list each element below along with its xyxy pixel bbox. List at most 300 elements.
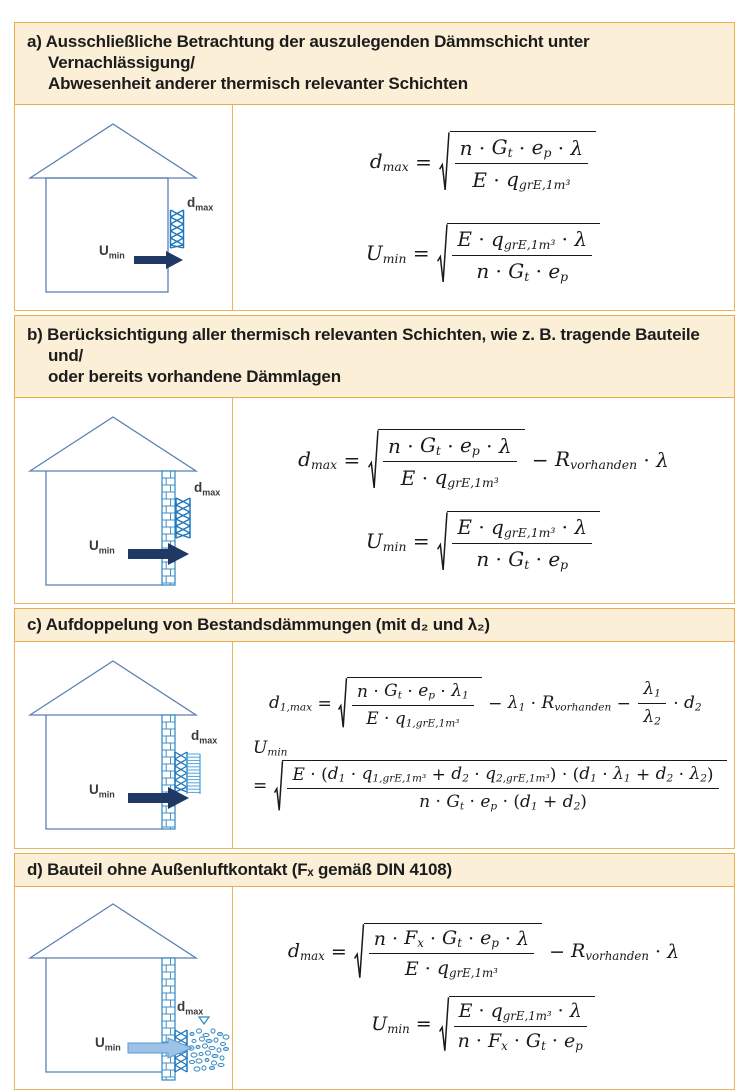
umin-label: $U_{min}$ (89, 538, 115, 556)
math-denominator (401, 462, 499, 490)
math-sqrt (439, 996, 595, 1053)
math-sqrt (439, 131, 596, 192)
math-sub: 2 (700, 772, 707, 785)
section-a-formulas (233, 105, 734, 310)
math-radicand (378, 429, 525, 490)
math-op: · (461, 927, 481, 950)
math-sub: max (382, 159, 409, 175)
math-var: d1 (579, 764, 597, 785)
math-denominator (476, 544, 568, 572)
section-a-body (14, 105, 735, 311)
header-line: d) Bauteil ohne Außenluftkontakt (Fₓ gemäß DIN 4108) (27, 860, 452, 879)
math-denominator (419, 789, 587, 813)
math-var: Umin (365, 528, 407, 554)
existing-insulation-icon (175, 752, 187, 792)
math-op: · (345, 764, 362, 785)
math-var: n (476, 547, 490, 572)
math-op: · (464, 792, 481, 813)
section-c (14, 608, 735, 849)
math-var: qgrE,1m³ (491, 226, 556, 252)
math-var: dmax (298, 447, 338, 473)
math-op: · (551, 135, 571, 160)
math-sub: 2 (654, 715, 661, 728)
header-line: b) Berücksichtigung aller thermisch relevanten Schichten, wie z. B. tragende Bauteile und/ (27, 325, 700, 365)
math-var: E (292, 764, 305, 785)
math-var: Gt (508, 546, 530, 572)
sqrt-radical-icon (354, 923, 364, 980)
section-a-diagram-cell (15, 105, 233, 310)
math-sub: grE,1m³ (503, 236, 556, 252)
math-var: λ1 (451, 681, 469, 703)
math-var: λ1 (507, 693, 526, 714)
math-var: λ (667, 940, 680, 963)
math-var: d2 (655, 764, 674, 785)
math-var: n (373, 927, 386, 950)
math-op: − (611, 693, 637, 714)
math-sub: min (382, 538, 407, 554)
formula-dmax (288, 923, 679, 980)
formula-d1max (243, 677, 728, 729)
math-numerator (638, 679, 665, 704)
math-numerator (383, 433, 517, 462)
math-sub: min (267, 746, 288, 759)
math-denominator (643, 704, 660, 728)
section-d-diagram-cell (15, 887, 233, 1089)
math-op: + (630, 764, 656, 785)
math-var: ep (480, 927, 499, 951)
math-op: · (545, 1030, 564, 1053)
sqrt-radical-icon (437, 511, 447, 572)
math-sqrt (274, 760, 727, 812)
heat-flow-arrow (134, 251, 183, 269)
formula-line (243, 677, 728, 729)
math-var: n (476, 259, 490, 284)
math-denominator (476, 256, 568, 284)
math-op: ) (706, 764, 714, 785)
math-var: Rvorhanden (571, 940, 649, 964)
math-op: = (408, 149, 439, 174)
math-sub: grE,1m³ (449, 966, 498, 980)
math-denominator (458, 1027, 583, 1053)
ground-level-marker-icon (199, 1017, 209, 1024)
math-var: n (357, 681, 368, 702)
umin-label: $U_{min}$ (95, 1035, 121, 1053)
math-op: + (426, 764, 452, 785)
math-var: Gt (525, 1029, 546, 1053)
formula-line (370, 131, 597, 192)
math-var: q2,grE,1m³ (485, 764, 550, 785)
math-var: n (457, 1030, 470, 1053)
math-var: d1,max (268, 693, 313, 714)
math-op: · (385, 927, 405, 950)
formula-line (366, 511, 601, 572)
section-c-diagram-cell (15, 642, 233, 848)
math-var: n (419, 792, 431, 813)
math-op: = (337, 447, 367, 472)
math-var: Rvorhanden (541, 693, 612, 714)
brick-wall (162, 471, 175, 585)
math-sub: 1 (530, 800, 538, 813)
math-op: · (596, 764, 614, 785)
figure-page (0, 22, 749, 1067)
dmax-label: $d_{max}$ (191, 728, 218, 746)
math-op: · (489, 259, 509, 284)
math-sqrt (354, 923, 542, 980)
math-sub: 1 (518, 701, 526, 714)
math-op: · (525, 693, 542, 714)
brick-wall (162, 715, 175, 829)
formula-dmax (370, 131, 597, 192)
math-sub: 1 (462, 690, 469, 703)
math-sub: p (491, 936, 499, 951)
math-var: Gt (508, 258, 530, 284)
math-var: λ (498, 433, 512, 458)
math-var: Umin (371, 1012, 410, 1036)
math-sub: t (541, 1038, 546, 1053)
math-radicand (447, 511, 600, 572)
section-b (14, 315, 735, 604)
dmax-label: $d_{max}$ (187, 195, 214, 213)
math-op: · (430, 792, 447, 813)
math-op: − (543, 940, 572, 963)
math-op: · (468, 764, 486, 785)
math-sub: 1,max (279, 701, 313, 714)
math-op: · (667, 693, 685, 714)
math-var: E (472, 167, 488, 192)
math-var: λ2 (689, 764, 707, 785)
umin-label: $U_{min}$ (99, 243, 125, 261)
math-op: = (312, 693, 338, 714)
math-radicand (282, 760, 726, 812)
section-d (14, 853, 735, 1090)
math-sqrt (437, 511, 600, 572)
formula-line (288, 923, 679, 980)
math-var: Umin (253, 737, 288, 759)
math-sub: vorhanden (570, 457, 638, 473)
math-sub: vorhanden (585, 949, 649, 964)
formula-dmax (298, 429, 669, 490)
math-numerator (452, 515, 592, 544)
math-sub: t (524, 556, 530, 572)
math-var: λ1 (643, 679, 661, 701)
math-var: ep (531, 135, 552, 161)
header-line: c) Aufdoppelung von Bestandsdämmungen (mit d₂ und λ₂) (27, 615, 490, 634)
math-numerator (452, 227, 592, 256)
math-op: · (529, 547, 549, 572)
math-sub: p (560, 556, 569, 572)
house-diagram-ground-contact (16, 888, 232, 1088)
math-sub: p (428, 690, 436, 703)
math-var: dmax (369, 149, 409, 175)
heat-flow-arrow (128, 543, 189, 565)
math-var: d2 (684, 693, 702, 714)
insulation-layer-icon (176, 498, 190, 538)
math-var: λ (574, 515, 588, 540)
math-var: λ (570, 135, 584, 160)
math-sub: x (417, 936, 424, 951)
math-op: · (472, 1000, 491, 1023)
math-sub: min (387, 1021, 410, 1036)
soil-pebbles (188, 1029, 229, 1071)
math-denominator (366, 706, 459, 730)
math-sub: max (300, 949, 325, 964)
math-sub: 1,grE,1m³ (405, 717, 460, 730)
formula-line (366, 223, 601, 284)
formula-umin (366, 223, 601, 284)
math-sub: 1 (338, 772, 346, 785)
math-op: = (406, 241, 436, 266)
insulation-layer-icon (170, 210, 183, 248)
math-sub: max (310, 457, 338, 473)
math-numerator (287, 764, 718, 789)
math-denominator (405, 954, 498, 980)
math-numerator (352, 681, 474, 706)
math-op: − (525, 447, 556, 472)
math-sub: t (524, 268, 530, 284)
section-b-formulas (233, 398, 734, 603)
math-radicand (450, 131, 597, 192)
math-op: · (367, 681, 385, 702)
math-sub: min (382, 250, 407, 266)
math-var: qgrE,1m³ (434, 465, 499, 491)
math-op: · (498, 927, 517, 950)
math-var: q1,grE,1m³ (394, 709, 460, 730)
math-var: n (459, 135, 473, 160)
math-numerator (455, 135, 589, 164)
math-sub: t (507, 145, 513, 161)
math-var: Fx (487, 1029, 508, 1053)
formula-line (243, 760, 728, 812)
math-sub: grE,1m³ (502, 1008, 552, 1023)
math-var: E (457, 515, 472, 540)
section-d-formulas (233, 887, 734, 1089)
math-var: Rvorhanden (555, 447, 638, 473)
math-op: · (489, 547, 509, 572)
math-var: λ2 (643, 707, 661, 728)
math-sub: 2 (694, 701, 702, 714)
math-var: n (387, 433, 401, 458)
math-var: d2 (562, 791, 581, 813)
section-c-body (14, 642, 735, 849)
sqrt-radical-icon (338, 677, 347, 729)
section-a (14, 22, 735, 311)
math-var: λ1 (613, 764, 631, 785)
math-op: · (551, 1000, 570, 1023)
formula-line (371, 996, 596, 1053)
math-op: · (471, 515, 492, 540)
added-insulation-icon (187, 754, 200, 794)
math-fraction (383, 433, 517, 490)
sqrt-radical-icon (274, 760, 283, 812)
math-var: Gt (491, 135, 513, 161)
sqrt-radical-icon (368, 429, 378, 490)
math-var: E (457, 227, 472, 252)
math-op: · (469, 1030, 488, 1053)
math-sqrt (338, 677, 482, 729)
sqrt-radical-icon (437, 223, 447, 284)
math-sub: 1 (654, 688, 661, 701)
math-sub: t (457, 936, 462, 951)
math-sub: 1 (590, 772, 597, 785)
math-op: · (555, 515, 575, 540)
math-op: · ( (304, 764, 328, 785)
math-sub: 1,grE,1m³ (372, 772, 427, 785)
math-var: d2 (451, 764, 469, 785)
header-line: a) Ausschließliche Betrachtung der auszulegenden Dämmschicht unter Vernachlässigung/ (27, 32, 590, 72)
section-b-diagram-cell (15, 398, 233, 603)
math-sub: t (459, 800, 465, 813)
math-sub: 2,grE,1m³ (496, 772, 550, 785)
math-op: · (529, 259, 549, 284)
math-sub: p (490, 800, 498, 813)
math-op: − (482, 693, 508, 714)
math-var: λ (656, 447, 669, 472)
math-var: E (400, 465, 416, 490)
math-var: Umin (365, 240, 407, 266)
formula-umin (366, 511, 601, 572)
math-fraction (452, 227, 592, 284)
house-outline (30, 124, 196, 292)
section-d-body (14, 887, 735, 1090)
formula-umin (243, 738, 728, 813)
brick-wall (162, 958, 175, 1080)
math-var: Gt (446, 791, 465, 813)
math-var: d1 (520, 791, 538, 813)
math-sqrt (437, 223, 600, 284)
math-var: dmax (287, 940, 325, 964)
math-numerator (369, 927, 534, 954)
math-radicand (364, 923, 542, 980)
math-sub: x (501, 1038, 508, 1053)
math-radicand (347, 677, 482, 729)
header-line: oder bereits vorhandene Dämmlagen (48, 367, 341, 386)
sqrt-radical-icon (439, 996, 449, 1053)
formula-umin (371, 996, 596, 1053)
header-line: Abwesenheit anderer thermisch relevanter Schichten (48, 74, 468, 93)
math-op: · (415, 465, 435, 490)
math-var: ep (548, 258, 569, 284)
math-sub: t (435, 443, 441, 459)
math-var: qgrE,1m³ (490, 1000, 552, 1023)
math-op: · (673, 764, 690, 785)
math-var: Gt (419, 433, 441, 459)
math-op: ) (580, 792, 587, 813)
math-fraction (638, 679, 665, 727)
section-c-formulas (233, 642, 738, 848)
math-op: · ( (497, 792, 521, 813)
math-op: · (512, 135, 532, 160)
math-var: q1,grE,1m³ (361, 764, 427, 785)
section-a-header (14, 22, 735, 105)
math-fraction (455, 135, 589, 192)
math-var: ep (563, 1029, 583, 1053)
math-sub: t (397, 690, 402, 703)
math-var: ep (418, 681, 436, 703)
section-b-body (14, 398, 735, 604)
math-sub: vorhanden (554, 701, 612, 714)
section-c-header (14, 608, 735, 642)
math-op: · (637, 447, 657, 472)
math-op: · (555, 227, 575, 252)
math-var: qgrE,1m³ (506, 167, 571, 193)
math-op: · (472, 135, 492, 160)
math-var: ep (480, 791, 498, 813)
math-fraction (287, 764, 718, 812)
math-var: λ (517, 927, 530, 950)
math-op: · (487, 167, 507, 192)
math-radicand (447, 223, 600, 284)
math-var: Gt (384, 681, 402, 703)
section-d-header (14, 853, 735, 887)
math-denominator (472, 164, 570, 192)
math-op: ) · ( (549, 764, 580, 785)
math-fraction (352, 681, 474, 729)
math-fraction (369, 927, 534, 980)
math-op: · (435, 681, 452, 702)
umin-label: $U_{min}$ (89, 782, 115, 800)
formula-line (243, 738, 728, 759)
insulation-formula-table (14, 22, 735, 1090)
math-op: = (409, 1013, 438, 1036)
math-op: · (418, 957, 437, 980)
formula-line (298, 429, 669, 490)
math-var: Fx (404, 927, 424, 951)
math-var: E (404, 957, 419, 980)
math-sub: grE,1m³ (447, 475, 499, 491)
math-op: · (440, 433, 460, 458)
math-var: qgrE,1m³ (491, 514, 556, 540)
math-op: + (537, 792, 563, 813)
math-sub: p (575, 1038, 583, 1053)
math-var: E (366, 709, 379, 730)
math-var: Gt (442, 927, 462, 951)
math-var: E (458, 1000, 473, 1023)
math-var: d1 (327, 764, 346, 785)
math-sub: grE,1m³ (503, 524, 556, 540)
math-op: · (471, 227, 492, 252)
math-op: = (324, 940, 353, 963)
house-diagram-brick-wall (16, 401, 232, 601)
math-op: = (406, 529, 436, 554)
math-sub: 1 (623, 772, 631, 785)
math-sub: 2 (462, 772, 469, 785)
math-radicand (449, 996, 595, 1053)
dmax-label: $d_{max}$ (177, 999, 204, 1017)
math-op: · (507, 1030, 526, 1053)
math-sub: 2 (666, 772, 674, 785)
math-var: λ (569, 1000, 582, 1023)
math-sub: p (543, 145, 552, 161)
math-op: · (402, 681, 419, 702)
section-b-header (14, 315, 735, 398)
sqrt-radical-icon (439, 131, 449, 192)
math-sub: p (471, 443, 480, 459)
math-var: λ (574, 227, 588, 252)
math-numerator (454, 1000, 587, 1027)
math-op: · (648, 940, 668, 963)
math-op: · (400, 433, 420, 458)
math-fraction (454, 1000, 587, 1053)
dmax-label: $d_{max}$ (194, 480, 221, 498)
math-sub: grE,1m³ (518, 177, 571, 193)
math-fraction (452, 515, 592, 572)
math-op: · (378, 709, 395, 730)
math-op: · (479, 433, 499, 458)
math-var: qgrE,1m³ (436, 957, 498, 980)
math-sqrt (368, 429, 525, 490)
math-sub: 2 (573, 800, 581, 813)
math-var: ep (459, 433, 480, 459)
